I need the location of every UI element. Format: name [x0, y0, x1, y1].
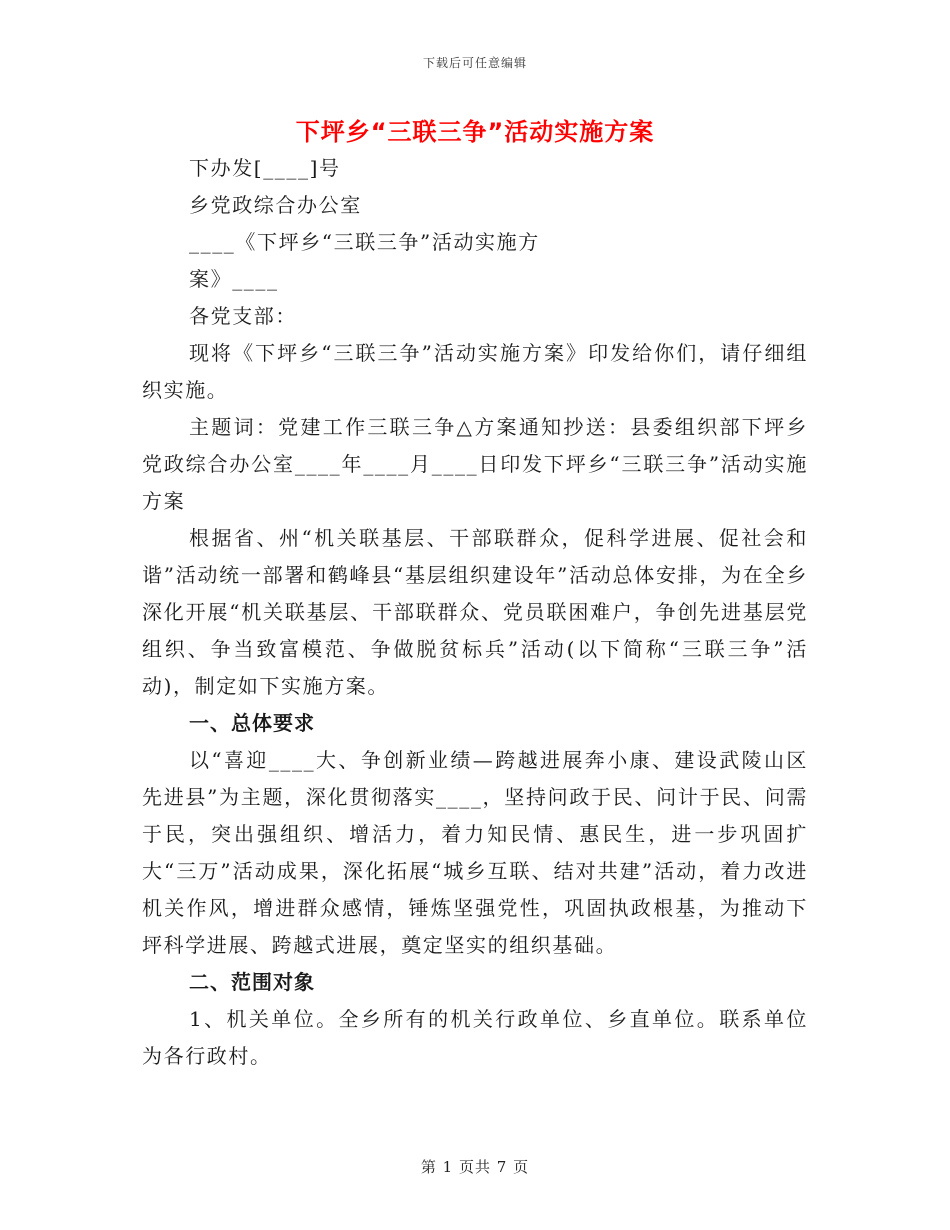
document-body	[142, 150, 808, 1075]
section-heading-overall-requirements: 一、总体要求	[189, 711, 315, 735]
notice-subject-line-2: 案》____	[189, 267, 279, 291]
issuing-office: 乡党政综合办公室	[189, 193, 362, 217]
notice-subject-line-1: ____《下坪乡“三联三争”活动实施方	[189, 230, 540, 254]
keywords-paragraph: 主题词：党建工作三联三争△方案通知抄送：县委组织部下坪乡党政综合办公室____年____月____日印发下坪乡“三联三争”活动实施方案	[142, 415, 808, 513]
page-header-note: 下载后可任意编辑	[422, 56, 527, 70]
document-title: 下坪乡“三联三争”活动实施方案	[295, 118, 655, 146]
doc-number: 下办发[____]号	[189, 156, 341, 180]
overall-requirements-paragraph: 以“喜迎____大、争创新业绩—跨越进展奔小康、建设武陵山区先进县”为主题，深化贯彻落实____，坚持问政于民、问计于民、问需于民，突出强组织、增活力，着力知民情、惠民生，进一步巩固扩大“三万”活动成果，深化拓展“城乡互联、结对共建”活动，着力改进机关作风，增进群众感情，锤炼坚强党性，巩固执政根基，为推动下坪科学进展、跨越式进展，奠定坚实的组织基础。	[142, 748, 808, 957]
intro-paragraph: 根据省、州“机关联基层、干部联群众，促科学进展、促社会和谐”活动统一部署和鹤峰县“基层组织建设年”活动总体安排，为在全乡深化开展“机关联基层、干部联群众、党员联困难户，争创先进基层党组织、争当致富模范、争做脱贫标兵”活动(以下简称“三联三争”活动)，制定如下实施方案。	[142, 526, 808, 698]
scope-item-1: 1、机关单位。全乡所有的机关行政单位、乡直单位。联系单位为各行政村。	[142, 1007, 808, 1068]
section-heading-scope: 二、范围对象	[189, 970, 315, 994]
salutation: 各党支部：	[189, 304, 297, 328]
notice-paragraph: 现将《下坪乡“三联三争”活动实施方案》印发给你们，请仔细组织实施。	[142, 341, 808, 402]
page-number: 第 1 页共 7 页	[420, 1158, 530, 1176]
